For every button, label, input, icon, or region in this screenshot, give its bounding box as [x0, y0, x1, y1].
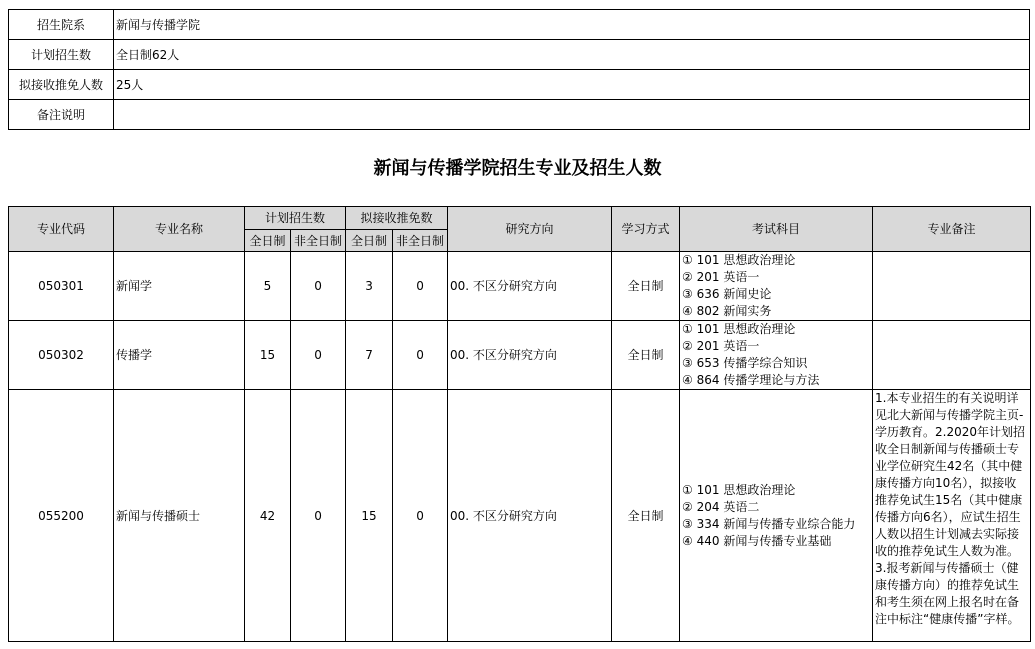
info-value: 25人	[114, 70, 1030, 100]
exam-subject: ③ 636 新闻史论	[682, 287, 772, 301]
exam-subjects	[680, 390, 873, 642]
exam-subject: ① 101 思想政治理论	[682, 322, 796, 336]
plan-part: 0	[291, 321, 346, 390]
header-plan: 计划招生数	[245, 207, 346, 230]
info-row	[9, 40, 1030, 70]
exam-subject: ① 101 思想政治理论	[682, 253, 796, 267]
header-remark: 专业备注	[873, 207, 1031, 252]
info-label: 拟接收推免人数	[9, 70, 114, 100]
exam-subject: ④ 864 传播学理论与方法	[682, 373, 820, 387]
exam-subject: ② 201 英语一	[682, 270, 760, 284]
table-row	[9, 321, 1031, 390]
info-row	[9, 70, 1030, 100]
exam-subject: ③ 334 新闻与传播专业综合能力	[682, 516, 856, 531]
tm-full: 3	[346, 252, 393, 321]
tm-full: 15	[346, 390, 393, 642]
info-value: 全日制62人	[114, 40, 1030, 70]
header-tm-part: 非全日制	[393, 230, 448, 252]
major-remark	[873, 321, 1031, 390]
study-mode: 全日制	[612, 390, 680, 642]
info-row	[9, 100, 1030, 130]
exam-subject: ③ 653 传播学综合知识	[682, 356, 808, 370]
major-code: 055200	[9, 390, 114, 642]
header-tuimian: 拟接收推免数	[346, 207, 448, 230]
tm-part: 0	[393, 390, 448, 642]
major-remark	[873, 252, 1031, 321]
header-name: 专业名称	[114, 207, 245, 252]
header-code: 专业代码	[9, 207, 114, 252]
table-row	[9, 252, 1031, 321]
info-value	[114, 100, 1030, 130]
major-name: 新闻学	[114, 252, 245, 321]
major-remark: 1.本专业招生的有关说明详见北大新闻与传播学院主页-学历教育。2.2020年计划招收全日制新闻与传播硕士专业学位研究生42名（其中健康传播方向10名），拟接收推荐免试生15名（其中健康传播方向6名），应试生招生人数以招生计划减去实际接收的推荐免试生人数为准。3.报考新闻与传播硕士（健康传播方向）的推荐免试生和考生须在网上报名时在备注中标注“健康传播”字样。	[873, 390, 1031, 642]
tm-full: 7	[346, 321, 393, 390]
study-mode: 全日制	[612, 252, 680, 321]
info-label: 备注说明	[9, 100, 114, 130]
plan-full: 5	[245, 252, 291, 321]
tm-part: 0	[393, 252, 448, 321]
exam-subject: ② 201 英语一	[682, 339, 760, 353]
info-label: 计划招生数	[9, 40, 114, 70]
plan-full: 15	[245, 321, 291, 390]
header-row	[9, 207, 1031, 230]
info-label: 招生院系	[9, 10, 114, 40]
info-table	[8, 9, 1030, 130]
header-tm-full: 全日制	[346, 230, 393, 252]
direction: 00. 不区分研究方向	[448, 390, 612, 642]
plan-part: 0	[291, 390, 346, 642]
header-exam: 考试科目	[680, 207, 873, 252]
exam-subjects	[680, 252, 873, 321]
majors-table	[8, 206, 1031, 642]
tm-part: 0	[393, 321, 448, 390]
direction: 00. 不区分研究方向	[448, 252, 612, 321]
exam-subject: ① 101 思想政治理论	[682, 482, 796, 497]
major-code: 050302	[9, 321, 114, 390]
header-plan-part: 非全日制	[291, 230, 346, 252]
info-row	[9, 10, 1030, 40]
page-title: 新闻与传播学院招生专业及招生人数	[373, 158, 662, 179]
exam-subject: ④ 802 新闻实务	[682, 304, 772, 318]
plan-part: 0	[291, 252, 346, 321]
major-name: 新闻与传播硕士	[114, 390, 245, 642]
info-value: 新闻与传播学院	[114, 10, 1030, 40]
header-mode: 学习方式	[612, 207, 680, 252]
direction: 00. 不区分研究方向	[448, 321, 612, 390]
table-row	[9, 390, 1031, 642]
major-name: 传播学	[114, 321, 245, 390]
header-plan-full: 全日制	[245, 230, 291, 252]
header-direction: 研究方向	[448, 207, 612, 252]
exam-subject: ④ 440 新闻与传播专业基础	[682, 533, 832, 548]
exam-subject: ② 204 英语二	[682, 499, 760, 514]
exam-subjects	[680, 321, 873, 390]
plan-full: 42	[245, 390, 291, 642]
study-mode: 全日制	[612, 321, 680, 390]
major-code: 050301	[9, 252, 114, 321]
